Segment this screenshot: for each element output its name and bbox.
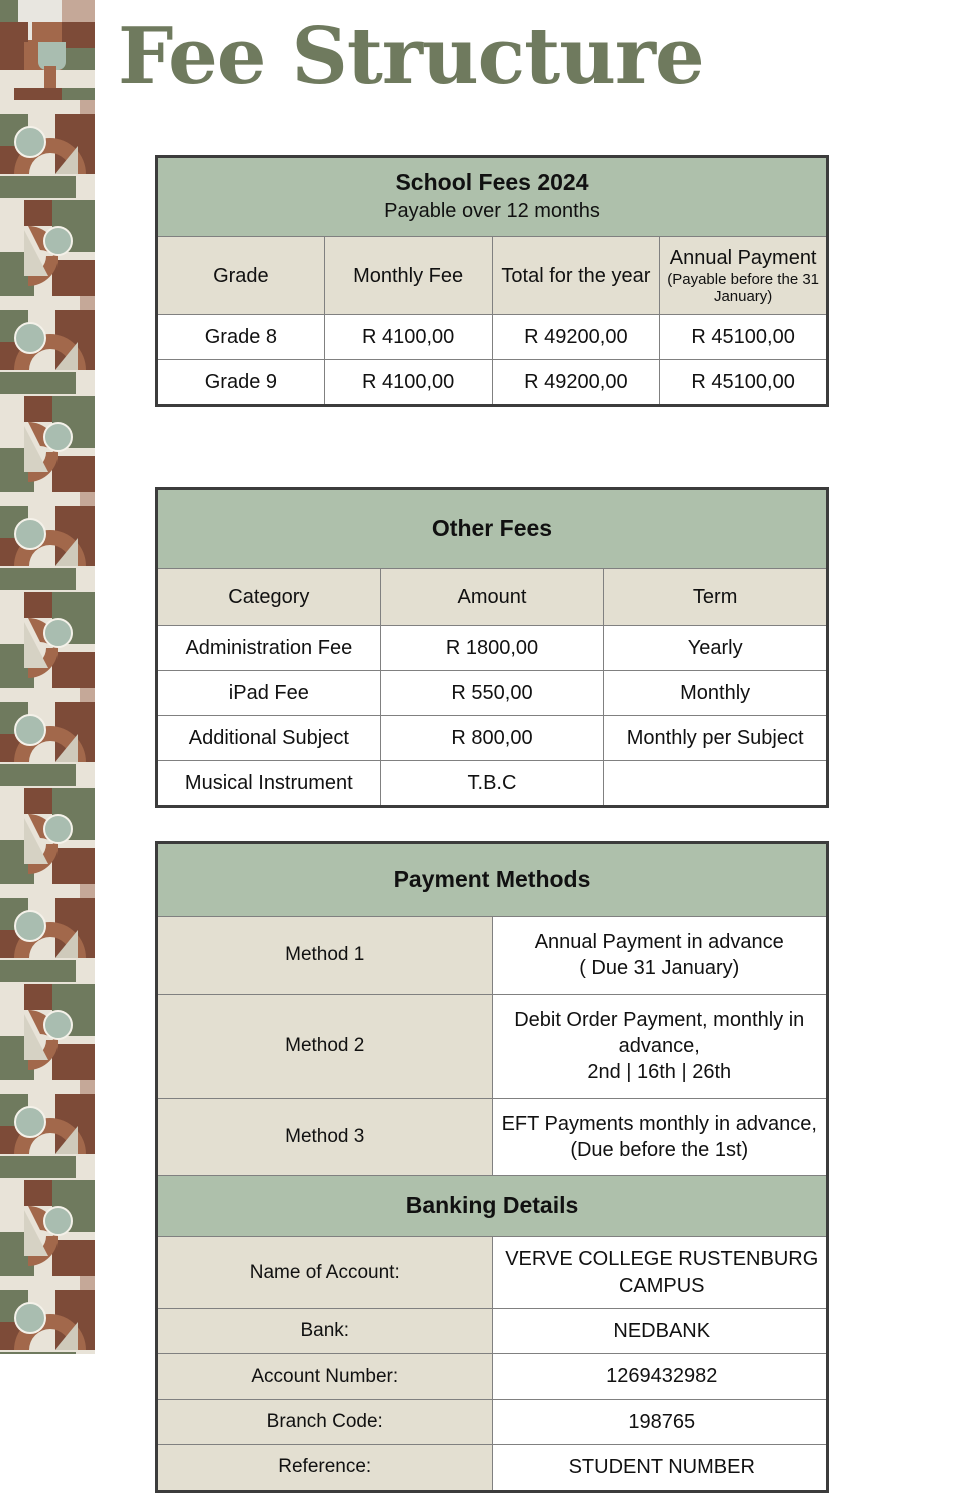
other-fees-banner-title: Other Fees [431, 515, 553, 541]
cell-amount: R 550,00 [380, 670, 604, 715]
page-title: Fee Structure [118, 11, 704, 102]
school-fees-banner-title: School Fees 2024 [395, 169, 589, 195]
table-row [157, 760, 828, 806]
method-1-value [492, 916, 828, 994]
table-row [157, 670, 828, 715]
cell-annual-payment: R 45100,00 [660, 360, 828, 406]
table-row [157, 1098, 828, 1176]
table-banner-row [157, 157, 828, 237]
banking-label-branch-code: Branch Code: [157, 1399, 493, 1444]
table-row [157, 715, 828, 760]
banking-value-bank: NEDBANK [492, 1309, 828, 1354]
banking-label-name-of-account: Name of Account: [157, 1237, 493, 1309]
method-3-label: Method 3 [157, 1098, 493, 1176]
method-3-value [492, 1098, 828, 1176]
method-1-label: Method 1 [157, 916, 493, 994]
banking-value-reference: STUDENT NUMBER [492, 1445, 828, 1491]
school-fees-table [155, 155, 829, 407]
cell-term: Monthly [604, 670, 828, 715]
table-row [157, 994, 828, 1098]
sidebar-tile [0, 1080, 95, 1276]
cell-annual-payment: R 45100,00 [660, 315, 828, 360]
school-fees-banner [157, 157, 828, 237]
method-3-line-1: EFT Payments monthly in advance, [501, 1112, 817, 1135]
sidebar-tile [0, 688, 95, 884]
cell-monthly-fee: R 4100,00 [324, 360, 492, 406]
method-2-value [492, 994, 828, 1098]
table-row [157, 315, 828, 360]
table-row [157, 1309, 828, 1354]
sidebar-tile [0, 0, 95, 100]
table-row [157, 1237, 828, 1309]
other-fees-banner [157, 489, 828, 569]
cell-amount: R 1800,00 [380, 625, 604, 670]
banking-value-account-number: 1269432982 [492, 1354, 828, 1399]
column-header-annual-payment [660, 236, 828, 315]
column-header-term: Term [604, 568, 828, 625]
sidebar-tile [0, 492, 95, 688]
cell-term [604, 760, 828, 806]
method-2-line-2: 2nd | 16th | 26th [587, 1061, 732, 1084]
column-header-monthly-fee [324, 236, 492, 315]
table-banner-row [157, 489, 828, 569]
banking-value-branch-code: 198765 [492, 1399, 828, 1444]
table-row [157, 1399, 828, 1444]
column-header-grade [157, 236, 325, 315]
method-2-label: Method 2 [157, 994, 493, 1098]
banking-label-reference: Reference: [157, 1445, 493, 1491]
school-fees-banner-subtitle: Payable over 12 months [384, 199, 600, 222]
table-row [157, 1354, 828, 1399]
cell-monthly-fee: R 4100,00 [324, 315, 492, 360]
method-1-line-1: Annual Payment in advance [534, 930, 784, 953]
cell-grade: Grade 8 [157, 315, 325, 360]
table-banner-row [157, 843, 828, 917]
cell-amount: R 800,00 [380, 715, 604, 760]
payment-methods-banner [157, 843, 828, 917]
column-header-grade-label: Grade [213, 264, 269, 287]
table-row [157, 625, 828, 670]
cell-term: Yearly [604, 625, 828, 670]
method-2-line-1: Debit Order Payment, monthly in advance, [514, 1008, 805, 1057]
banking-details-banner [157, 1176, 828, 1237]
cell-category: iPad Fee [157, 670, 381, 715]
column-header-total-year-label: Total for the year [501, 264, 651, 287]
table-row [157, 360, 828, 406]
sidebar-tile [0, 100, 95, 296]
column-header-amount: Amount [380, 568, 604, 625]
column-header-monthly-fee-label: Monthly Fee [353, 264, 464, 287]
method-1-line-2: ( Due 31 January) [579, 957, 740, 980]
cell-category: Administration Fee [157, 625, 381, 670]
decorative-sidebar-pattern [0, 0, 95, 1354]
column-header-annual-payment-label: Annual Payment [669, 246, 817, 269]
cell-total-year: R 49200,00 [492, 315, 660, 360]
cell-amount: T.B.C [380, 760, 604, 806]
table-header-row [157, 568, 828, 625]
table-row [157, 916, 828, 994]
sidebar-tile [0, 1276, 95, 1354]
banking-details-banner-title: Banking Details [405, 1192, 579, 1219]
sidebar-tile [0, 884, 95, 1080]
column-header-total-year [492, 236, 660, 315]
cell-category: Musical Instrument [157, 760, 381, 806]
cell-category: Additional Subject [157, 715, 381, 760]
column-header-category: Category [157, 568, 381, 625]
table-row [157, 1445, 828, 1491]
cell-grade: Grade 9 [157, 360, 325, 406]
payment-methods-table [155, 841, 829, 1493]
payment-methods-banner-title: Payment Methods [393, 866, 591, 892]
table-header-row [157, 236, 828, 315]
method-3-line-2: (Due before the 1st) [570, 1139, 749, 1162]
other-fees-table [155, 487, 829, 808]
banking-value-name-of-account: VERVE COLLEGE RUSTENBURG CAMPUS [492, 1237, 828, 1309]
cell-term: Monthly per Subject [604, 715, 828, 760]
column-header-annual-payment-note: (Payable before the 31 January) [667, 270, 820, 305]
banking-label-account-number: Account Number: [157, 1354, 493, 1399]
sidebar-tile [0, 296, 95, 492]
banking-label-bank: Bank: [157, 1309, 493, 1354]
table-banner-row [157, 1176, 828, 1237]
cell-total-year: R 49200,00 [492, 360, 660, 406]
